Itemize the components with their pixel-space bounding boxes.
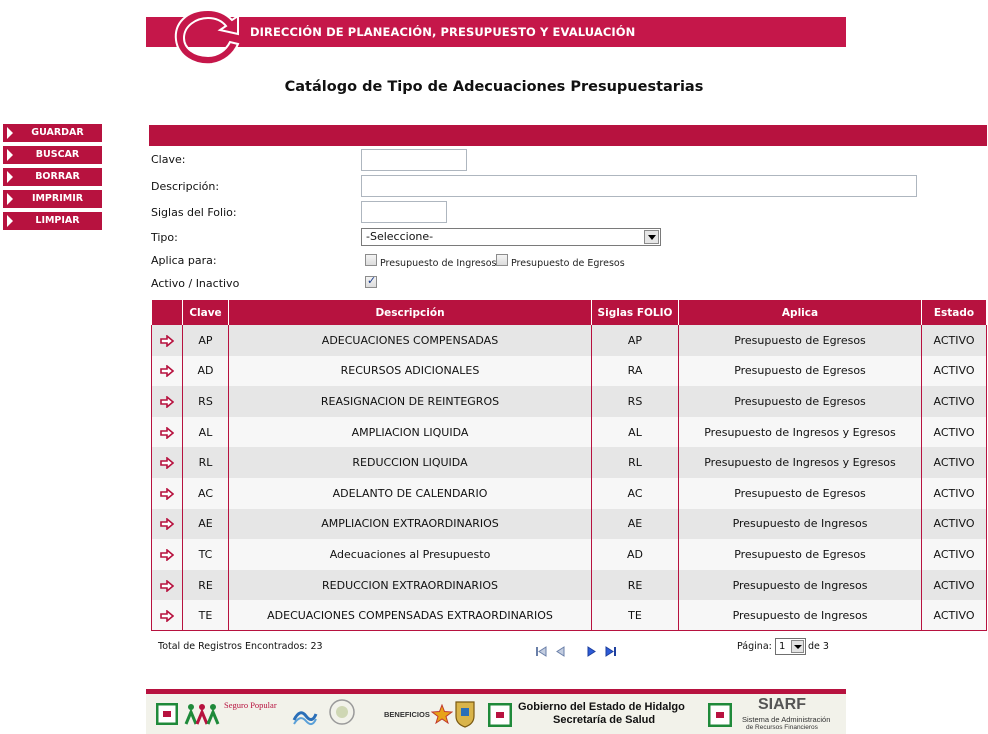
select-row-cell[interactable] [152,356,183,387]
play-arrow-icon [7,193,13,205]
hidalgo-emblem-icon [156,703,178,725]
borrar-label: BORRAR [35,171,80,182]
table-row[interactable] [152,356,987,387]
descripcion-cell: ADELANTO DE CALENDARIO [229,478,592,509]
descripcion-cell: ADECUACIONES COMPENSADAS [229,325,592,356]
select-row-cell[interactable] [152,325,183,356]
siarf-line1: Sistema de Administración [742,715,831,724]
aplica-cell: Presupuesto de Egresos [679,539,922,570]
siarf-line2: de Recursos Financieros [746,724,818,731]
play-arrow-icon [7,215,13,227]
header-siglas[interactable]: Siglas FOLIO [592,300,679,325]
clave-label: Clave: [151,153,186,166]
gobierno-emblem-icon [488,703,512,727]
estado-cell: ACTIVO [922,509,987,540]
table-row[interactable] [152,386,987,417]
aplica-cell: Presupuesto de Ingresos y Egresos [679,447,922,478]
clave-cell: AP [183,325,229,356]
chevron-down-icon[interactable] [644,230,659,244]
clave-cell: AL [183,417,229,448]
descripcion-cell: Adecuaciones al Presupuesto [229,539,592,570]
clave-cell: RE [183,570,229,601]
tipo-label: Tipo: [151,231,178,244]
clave-input[interactable] [361,149,467,171]
table-row[interactable] [152,325,987,356]
siglas-cell: AD [592,539,679,570]
estado-cell: ACTIVO [922,447,987,478]
results-table [151,300,987,631]
header-estado[interactable]: Estado [922,300,987,325]
guardar-label: GUARDAR [31,127,84,138]
arrow-right-icon[interactable] [160,580,174,592]
arrow-right-icon[interactable] [160,488,174,500]
select-row-cell[interactable] [152,447,183,478]
arrow-right-icon[interactable] [160,427,174,439]
select-row-cell[interactable] [152,509,183,540]
hidalgo-shield-icon [454,700,476,728]
clave-cell: AE [183,509,229,540]
guardar-button[interactable] [3,124,102,142]
tipo-select[interactable] [361,228,661,246]
banner-title: DIRECCIÓN DE PLANEACIÓN, PRESUPUESTO Y EVALUACIÓN [250,25,636,39]
select-row-cell[interactable] [152,600,183,631]
people-figures-icon [184,702,220,726]
aplica-egresos-label: Presupuesto de Egresos [511,258,625,269]
table-row[interactable] [152,417,987,448]
estado-cell: ACTIVO [922,539,987,570]
table-header-row [152,300,987,325]
chevron-down-icon[interactable] [791,640,804,653]
swirl-logo-icon [168,4,248,70]
arrow-right-icon[interactable] [160,396,174,408]
clave-cell: TC [183,539,229,570]
descripcion-cell: AMPLIACION LIQUIDA [229,417,592,448]
aplica-cell: Presupuesto de Ingresos [679,509,922,540]
table-row[interactable] [152,570,987,601]
activo-checkbox[interactable] [365,276,377,288]
footer-logos [146,694,846,734]
descripcion-cell: REDUCCION EXTRAORDINARIOS [229,570,592,601]
header-clave[interactable]: Clave [183,300,229,325]
current-page-value: 1 [779,641,786,652]
aplica-label: Aplica para: [151,254,217,267]
dif-seal-icon [328,698,356,728]
estado-cell: ACTIVO [922,478,987,509]
next-page-icon[interactable] [587,646,596,657]
descripcion-label: Descripción: [151,180,220,193]
siarf-text: SIARF [758,696,806,713]
aplica-cell: Presupuesto de Ingresos [679,600,922,631]
arrow-right-icon[interactable] [160,549,174,561]
siarf-emblem-icon [708,703,732,727]
activo-label: Activo / Inactivo [151,277,240,290]
siglas-cell: AL [592,417,679,448]
gobierno-text: Gobierno del Estado de Hidalgo [518,701,685,713]
estado-cell: ACTIVO [922,417,987,448]
pager-navigation [536,641,620,660]
buscar-button[interactable] [3,146,102,164]
last-page-icon[interactable] [605,646,616,657]
table-row[interactable] [152,539,987,570]
play-arrow-icon [7,171,13,183]
arrow-right-icon[interactable] [160,457,174,469]
imprimir-button[interactable] [3,190,102,208]
table-row[interactable] [152,600,987,631]
siglas-cell: RE [592,570,679,601]
seguro-popular-text: Seguro Popular [224,700,277,710]
page-label: Página: [737,641,772,652]
select-row-cell[interactable] [152,570,183,601]
aplica-cell: Presupuesto de Egresos [679,386,922,417]
tipo-selected-value: -Seleccione- [366,230,434,243]
descripcion-cell: RECURSOS ADICIONALES [229,356,592,387]
estado-cell: ACTIVO [922,570,987,601]
siglas-cell: TE [592,600,679,631]
descripcion-cell: REASIGNACION DE REINTEGROS [229,386,592,417]
clave-cell: RL [183,447,229,478]
total-records: Total de Registros Encontrados: 23 [158,641,323,652]
siglas-cell: RS [592,386,679,417]
clave-cell: TE [183,600,229,631]
header-select [152,300,183,325]
descripcion-cell: ADECUACIONES COMPENSADAS EXTRAORDINARIOS [229,600,592,631]
table-row[interactable] [152,509,987,540]
borrar-button[interactable] [3,168,102,186]
form-header-bar [149,125,987,146]
limpiar-label: LIMPIAR [35,215,80,226]
page-title: Catálogo de Tipo de Adecuaciones Presupuestarias [284,79,704,95]
page-select[interactable] [775,638,806,655]
siglas-cell: AE [592,509,679,540]
table-row[interactable] [152,447,987,478]
aplica-egresos-checkbox[interactable] [496,254,508,266]
descripcion-cell: REDUCCION LIQUIDA [229,447,592,478]
estado-cell: ACTIVO [922,600,987,631]
siglas-cell: RA [592,356,679,387]
table-row[interactable] [152,478,987,509]
siglas-input[interactable] [361,201,447,223]
clave-cell: AD [183,356,229,387]
descripcion-cell: AMPLIACION EXTRAORDINARIOS [229,509,592,540]
select-row-cell[interactable] [152,417,183,448]
play-arrow-icon [7,149,13,161]
aplica-cell: Presupuesto de Ingresos y Egresos [679,417,922,448]
select-row-cell[interactable] [152,539,183,570]
arrow-right-icon[interactable] [160,610,174,622]
play-arrow-icon [7,127,13,139]
aplica-cell: Presupuesto de Egresos [679,356,922,387]
header-aplica[interactable]: Aplica [679,300,922,325]
header-banner [146,17,846,47]
waves-logo-icon [292,704,318,726]
first-page-icon[interactable] [536,646,547,657]
select-row-cell[interactable] [152,386,183,417]
limpiar-button[interactable] [3,212,102,230]
aplica-ingresos-checkbox[interactable] [365,254,377,266]
header-descripcion[interactable]: Descripción [229,300,592,325]
select-row-cell[interactable] [152,478,183,509]
aplica-cell: Presupuesto de Egresos [679,478,922,509]
aplica-cell: Presupuesto de Ingresos [679,570,922,601]
buscar-label: BUSCAR [35,149,80,160]
descripcion-input[interactable] [361,175,917,197]
estado-cell: ACTIVO [922,356,987,387]
estado-cell: ACTIVO [922,325,987,356]
siglas-label: Siglas del Folio: [151,206,237,219]
arrow-right-icon[interactable] [160,518,174,530]
arrow-right-icon[interactable] [160,335,174,347]
siglas-cell: RL [592,447,679,478]
aplica-ingresos-label: Presupuesto de Ingresos [380,258,497,269]
aplica-cell: Presupuesto de Egresos [679,325,922,356]
page-count: de 3 [808,641,829,652]
siglas-cell: AP [592,325,679,356]
siglas-cell: AC [592,478,679,509]
previous-page-icon[interactable] [556,646,565,657]
clave-cell: RS [183,386,229,417]
imprimir-label: IMPRIMIR [31,193,84,204]
estado-cell: ACTIVO [922,386,987,417]
secretaria-text: Secretaría de Salud [553,714,656,726]
arrow-right-icon[interactable] [160,365,174,377]
beneficios-text: BENEFICIOS [384,710,430,719]
action-menu [3,124,102,234]
star-logo-icon [431,704,453,724]
clave-cell: AC [183,478,229,509]
